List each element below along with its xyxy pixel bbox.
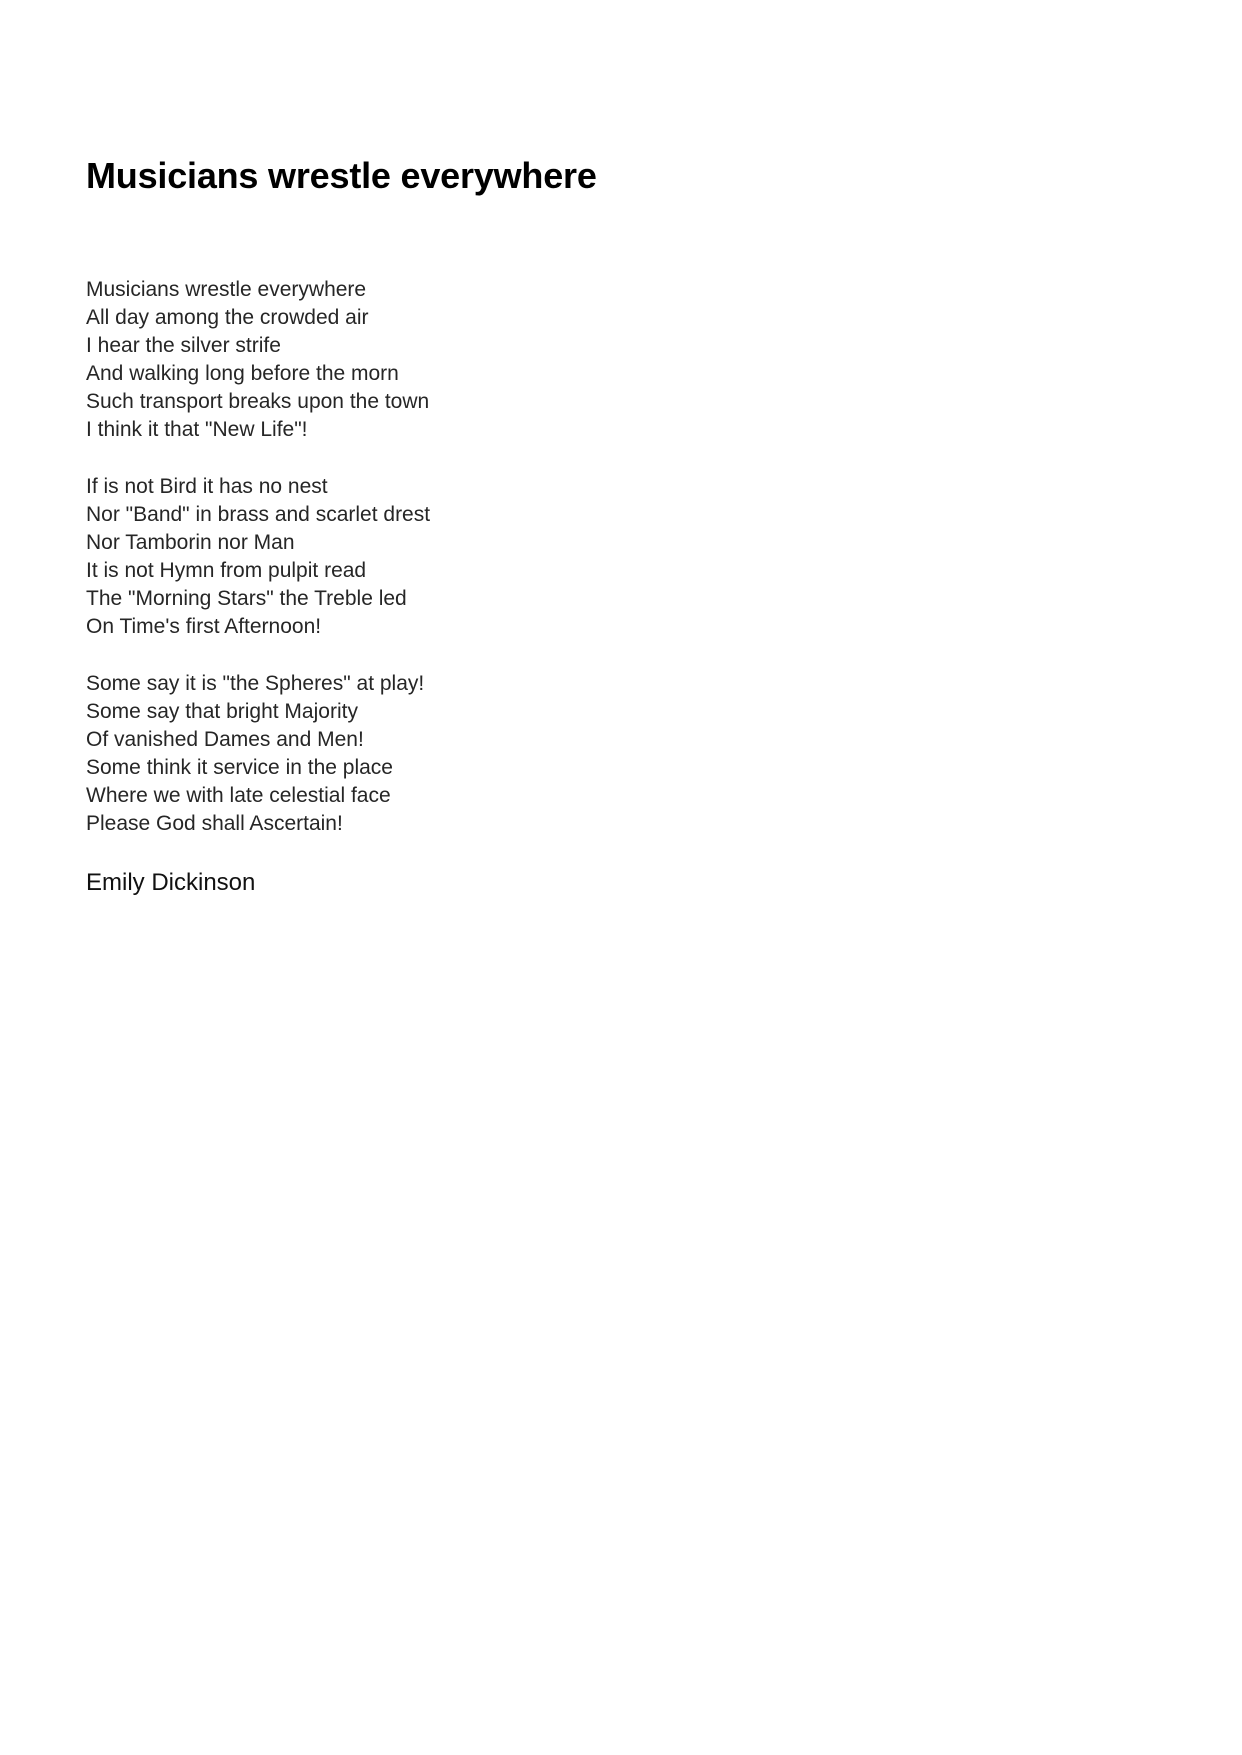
- poem-line: Some think it service in the place: [86, 756, 393, 779]
- poem-line: I think it that "New Life"!: [86, 418, 308, 441]
- poem-line: And walking long before the morn: [86, 362, 399, 385]
- poem-line: Nor "Band" in brass and scarlet drest: [86, 503, 431, 526]
- poem-line: On Time's first Afternoon!: [86, 615, 322, 638]
- poem-line: It is not Hymn from pulpit read: [86, 559, 367, 582]
- poem-line: Such transport breaks upon the town: [86, 390, 430, 413]
- stanza-1: [86, 276, 1156, 444]
- poem-line: Nor Tamborin nor Man: [86, 531, 295, 554]
- poem-author: Emily Dickinson: [86, 869, 256, 896]
- poem-line: If is not Bird it has no nest: [86, 475, 328, 498]
- poem-line: Some say it is "the Spheres" at play!: [86, 672, 425, 695]
- poem-line: All day among the crowded air: [86, 306, 369, 329]
- stanza-3: [86, 670, 1156, 838]
- poem-line: Please God shall Ascertain!: [86, 812, 343, 835]
- poem-title: Musicians wrestle everywhere: [86, 155, 597, 196]
- document-page: [86, 152, 1156, 899]
- poem-line: Musicians wrestle everywhere: [86, 278, 367, 301]
- poem-line: The "Morning Stars" the Treble led: [86, 587, 407, 610]
- poem-line: Some say that bright Majority: [86, 700, 358, 723]
- poem-line: Where we with late celestial face: [86, 784, 391, 807]
- poem-line: I hear the silver strife: [86, 334, 281, 357]
- stanza-2: [86, 473, 1156, 641]
- poem-line: Of vanished Dames and Men!: [86, 728, 364, 751]
- poem-body: [86, 276, 1156, 838]
